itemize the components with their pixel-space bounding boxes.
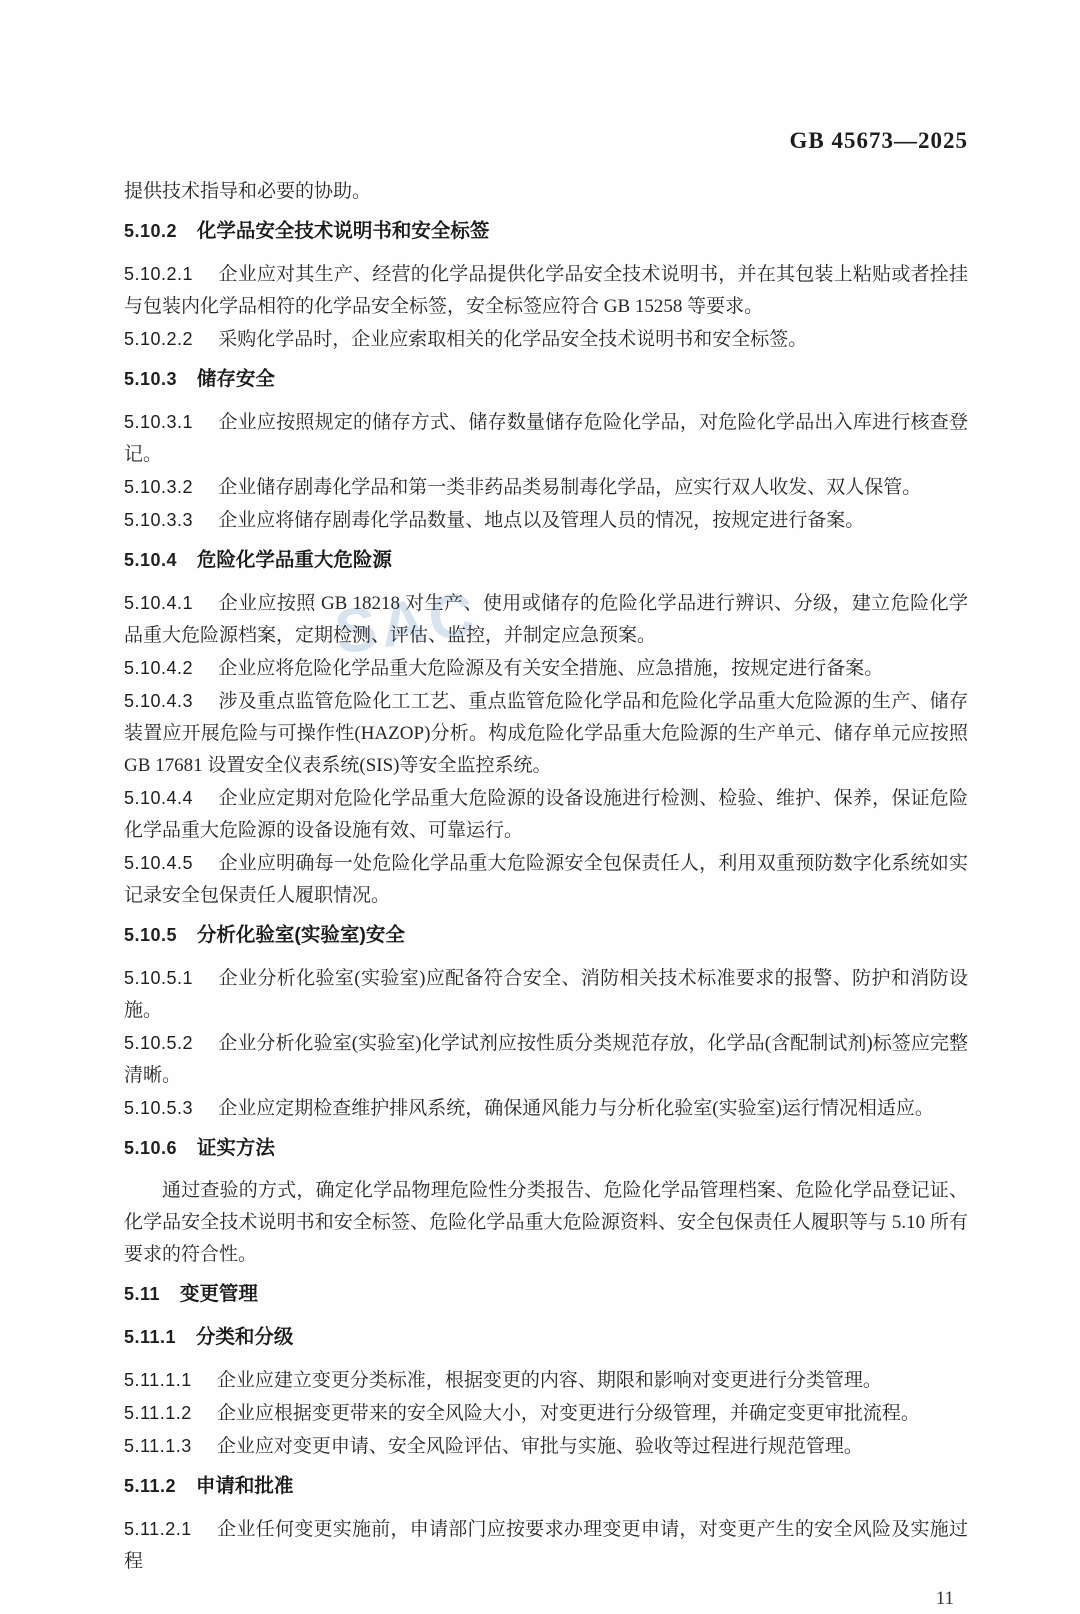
clause-paragraph [124,258,968,323]
clause-text: 通过查验的方式，确定化学品物理危险性分类报告、危险化学品管理档案、危险化学品登记证、化学品安全技术说明书和安全标签、危险化学品重大危险源资料、安全包保责任人履职等与 5.10 所有要求的符合性。 [124,1180,968,1265]
clause-text: 危险化学品重大危险源 [196,549,392,571]
document-body [124,176,968,1578]
clause-number: 5.10.2.1 [124,264,194,284]
clause-heading [124,544,968,576]
clause-text: 企业任何变更实施前，申请部门应按要求办理变更申请，对变更产生的安全风险及实施过程 [124,1519,968,1572]
clause-text: 证实方法 [196,1137,275,1159]
clause-heading [124,919,968,951]
sac-watermark: SAC [330,579,483,668]
clause-paragraph [124,1513,968,1578]
clause-paragraph [124,847,968,912]
clause-text: 企业应建立变更分类标准，根据变更的内容、期限和影响对变更进行分类管理。 [216,1370,882,1391]
clause-paragraph [124,406,968,471]
clause-number: 5.10.6 [124,1138,178,1158]
clause-text: 企业应对其生产、经营的化学品提供化学品安全技术说明书，并在其包装上粘贴或者拴挂与包装内化学品相符的化学品安全标签，安全标签应符合 GB 15258 等要求。 [124,264,968,317]
clause-text: 企业应将危险化学品重大危险源及有关安全措施、应急措施，按规定进行备案。 [218,658,884,679]
clause-paragraph [124,1027,968,1092]
clause-paragraph [124,1092,968,1125]
clause-text: 企业应明确每一处危险化学品重大危险源安全包保责任人，利用双重预防数字化系统如实记录安全包保责任人履职情况。 [124,853,968,906]
clause-heading [124,1321,968,1353]
clause-text: 企业分析化验室(实验室)应配备符合安全、消防相关技术标准要求的报警、防护和消防设施。 [124,968,968,1021]
clause-number: 5.11.1.1 [124,1370,192,1390]
clause-text: 企业应定期检查维护排风系统，确保通风能力与分析化验室(实验室)运行情况相适应。 [218,1098,934,1119]
clause-paragraph [124,782,968,847]
clause-number: 5.10.2.2 [124,329,194,349]
clause-paragraph [124,504,968,537]
clause-text: 化学品安全技术说明书和安全标签 [196,220,490,242]
clause-paragraph [124,1364,968,1397]
clause-text: 申请和批准 [195,1475,294,1497]
clause-text: 涉及重点监管危险化工工艺、重点监管危险化学品和危险化学品重大危险源的生产、储存装置应开展危险与可操作性(HAZOP)分析。构成危险化学品重大危险源的生产单元、储存单元应按照 GB 17681 设置安全仪表系统(SIS)等安全监控系统。 [124,691,968,776]
standard-number-header: GB 45673—2025 [789,128,968,153]
clause-number: 5.10.4.4 [124,788,194,808]
clause-number: 5.10.5.3 [124,1098,194,1118]
clause-paragraph [124,1175,968,1271]
clause-number: 5.10.5.2 [124,1033,194,1053]
clause-text: 变更管理 [179,1283,258,1305]
clause-text: 分析化验室(实验室)安全 [196,924,405,946]
clause-paragraph [124,587,968,652]
clause-text: 企业应根据变更带来的安全风险大小，对变更进行分级管理，并确定变更审批流程。 [216,1403,920,1424]
clause-heading [124,1470,968,1502]
page-number: 11 [935,1588,954,1609]
clause-number: 5.10.4.2 [124,658,194,678]
clause-number: 5.10.5.1 [124,968,194,988]
clause-number: 5.10.3 [124,369,178,389]
clause-number: 5.11.1 [124,1327,177,1347]
clause-paragraph [124,176,968,208]
clause-number: 5.10.4 [124,550,178,570]
clause-text: 企业应对变更申请、安全风险评估、审批与实施、验收等过程进行规范管理。 [216,1436,863,1457]
clause-number: 5.10.4.1 [124,593,194,613]
clause-text: 企业储存剧毒化学品和第一类非药品类易制毒化学品，应实行双人收发、双人保管。 [218,477,922,498]
clause-paragraph [124,1397,968,1430]
clause-number: 5.10.3.3 [124,510,194,530]
clause-paragraph [124,471,968,504]
clause-text: 企业应按照 GB 18218 对生产、使用或储存的危险化学品进行辨识、分级，建立危险化学品重大危险源档案，定期检测、评估、监控，并制定应急预案。 [124,593,968,646]
clause-text: 分类和分级 [195,1326,294,1348]
clause-paragraph [124,685,968,782]
clause-text: 企业分析化验室(实验室)化学试剂应按性质分类规范存放，化学品(含配制试剂)标签应完整清晰。 [124,1033,968,1086]
clause-number: 5.11 [124,1284,161,1304]
clause-heading [124,215,968,247]
clause-paragraph [124,962,968,1027]
clause-text: 企业应按照规定的储存方式、储存数量储存危险化学品，对危险化学品出入库进行核查登记。 [124,412,968,465]
clause-text: 储存安全 [196,368,275,390]
clause-number: 5.11.2 [124,1476,177,1496]
clause-number: 5.11.2.1 [124,1519,192,1539]
clause-number: 5.10.3.2 [124,477,194,497]
clause-paragraph [124,652,968,685]
clause-heading [124,1278,968,1310]
clause-number: 5.10.5 [124,925,178,945]
clause-text: 采购化学品时，企业应索取相关的化学品安全技术说明书和安全标签。 [218,329,808,350]
clause-text: 企业应将储存剧毒化学品数量、地点以及管理人员的情况，按规定进行备案。 [218,510,865,531]
clause-paragraph [124,1430,968,1463]
clause-number: 5.10.4.5 [124,853,194,873]
clause-number: 5.11.1.3 [124,1436,192,1456]
clause-paragraph [124,323,968,356]
clause-number: 5.10.3.1 [124,412,194,432]
clause-number: 5.10.2 [124,221,178,241]
clause-text: 提供技术指导和必要的协助。 [124,181,372,202]
clause-heading [124,1132,968,1164]
clause-heading [124,363,968,395]
clause-number: 5.10.4.3 [124,691,194,711]
clause-number: 5.11.1.2 [124,1403,192,1423]
clause-text: 企业应定期对危险化学品重大危险源的设备设施进行检测、检验、维护、保养，保证危险化学品重大危险源的设备设施有效、可靠运行。 [124,788,968,841]
